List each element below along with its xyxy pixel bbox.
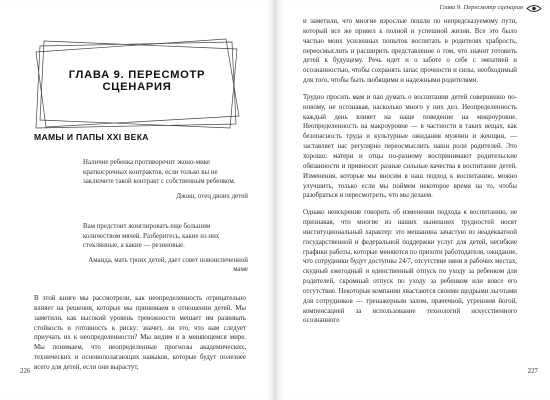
epigraph-source: Джош, отец двоих детей [176, 192, 248, 200]
body-paragraph: и заметили, что многие взрослые пошли по непредсказуемому пути, который все же привел к полной и успешной жизни. Все это было частью моих усиленных попыток воспитать в родителях храбрость, переосмыслить и расширить представление о том, что значит готовить детей к будущему. Речь идет и о заботе о себе с эмпатией и осознанностью, чтобы сохранять запас прочности и силы, необходимый для того, чтобы быть любящими и надежными родителями. [303, 18, 517, 85]
chapter-title: ГЛАВА 9. ПЕРЕСМОТР СЦЕНАРИЯ [68, 69, 206, 93]
epigraph [83, 222, 248, 275]
chapter-title-frame [34, 38, 240, 130]
right-page [275, 0, 550, 400]
epigraph-source: Аманда, мать троих детей, дает совет новоиспеченной маме [88, 256, 248, 273]
page-number: 227 [527, 368, 538, 375]
section-title: МАМЫ И ПАПЫ XXI ВЕКА [34, 132, 149, 142]
body-paragraph: Однако неискренне говорить об изменении подхода к воспитанию, не признавая, что многие из наших нынешних трудностей носят институциональный характер: это мешанина зачастую из неадекватной государственной и федеральной поддержки услуг для детей, негибкие графики работы, которые меняются по прихоти работодателя, ожидание, что сотрудники будут доступны 24/7, отсутствие няни в рабочих местах, скудный ежегодный и единственный отпуск по уходу за ребенком для родителей, скромный отпуск по уходу за ребенком или вовсе его отсутствие. Некоторые компании хвастаются своими щедрыми льготами для сотрудников — тренажерным залом, прачечной, утренним йогой, компенсацией за использование технологий искусственного осознанного [303, 209, 517, 325]
body-text [303, 17, 517, 333]
running-header: Глава 9. Пересмотр сценария [439, 4, 523, 11]
body-paragraph: Трудно просить мам и пап думать о воспитании детей совершенно по-новому, не осознавая, насколько много у них дел. Неопределенность каждый день влияет на наше поведение на микроуровне. Неопределенность на макроуровне — в частности в таких вещах, как безопасность труда и культурные ожидания мужчин и женщин, — заставляет нас регулярно переосмыслить наши роли родителей. Это хорошо: матери и отцы по-разному воспринимают родительские обязанности и привносят разные сильные качества в воспитание детей. Изменения, которые мы вносим в наш подход к воспитанию, можно улучшить, только если мы поймем некоторое время на то, чтобы разобраться и пересмотреть, что мы делаем. [303, 93, 517, 200]
body-paragraph: В этой книге мы рассмотрели, как неопределенность отрицательно влияет на решения, которые мы принимаем в отношении детей. Мы заметили, как высокий уровень тревожности мешает им развивать стойкость и готовность к риску: значит, ли это, что нам следует приучать их к неопределенности? Мы видим и в меняющемся мире. Мы понимаем, что неопределенные прогнозы академических, технических и основополагающих навыков, которые будут полезнее всего для детей, если они вырастут, [34, 295, 246, 371]
epigraph [83, 158, 248, 201]
eye-icon [526, 4, 542, 13]
epigraph-quote: Наличие ребенка противоречит эконо-мике краткосрочных контрактов, если только вы не заключите такой контракт с собственным ребенком. [83, 159, 236, 185]
epigraph-quote: Вам предстоит жонглировать еще большим количеством мячей. Разберитесь, какие из них стеклянные, а какие — резиновые. [83, 223, 220, 249]
page-number: 226 [20, 368, 31, 375]
